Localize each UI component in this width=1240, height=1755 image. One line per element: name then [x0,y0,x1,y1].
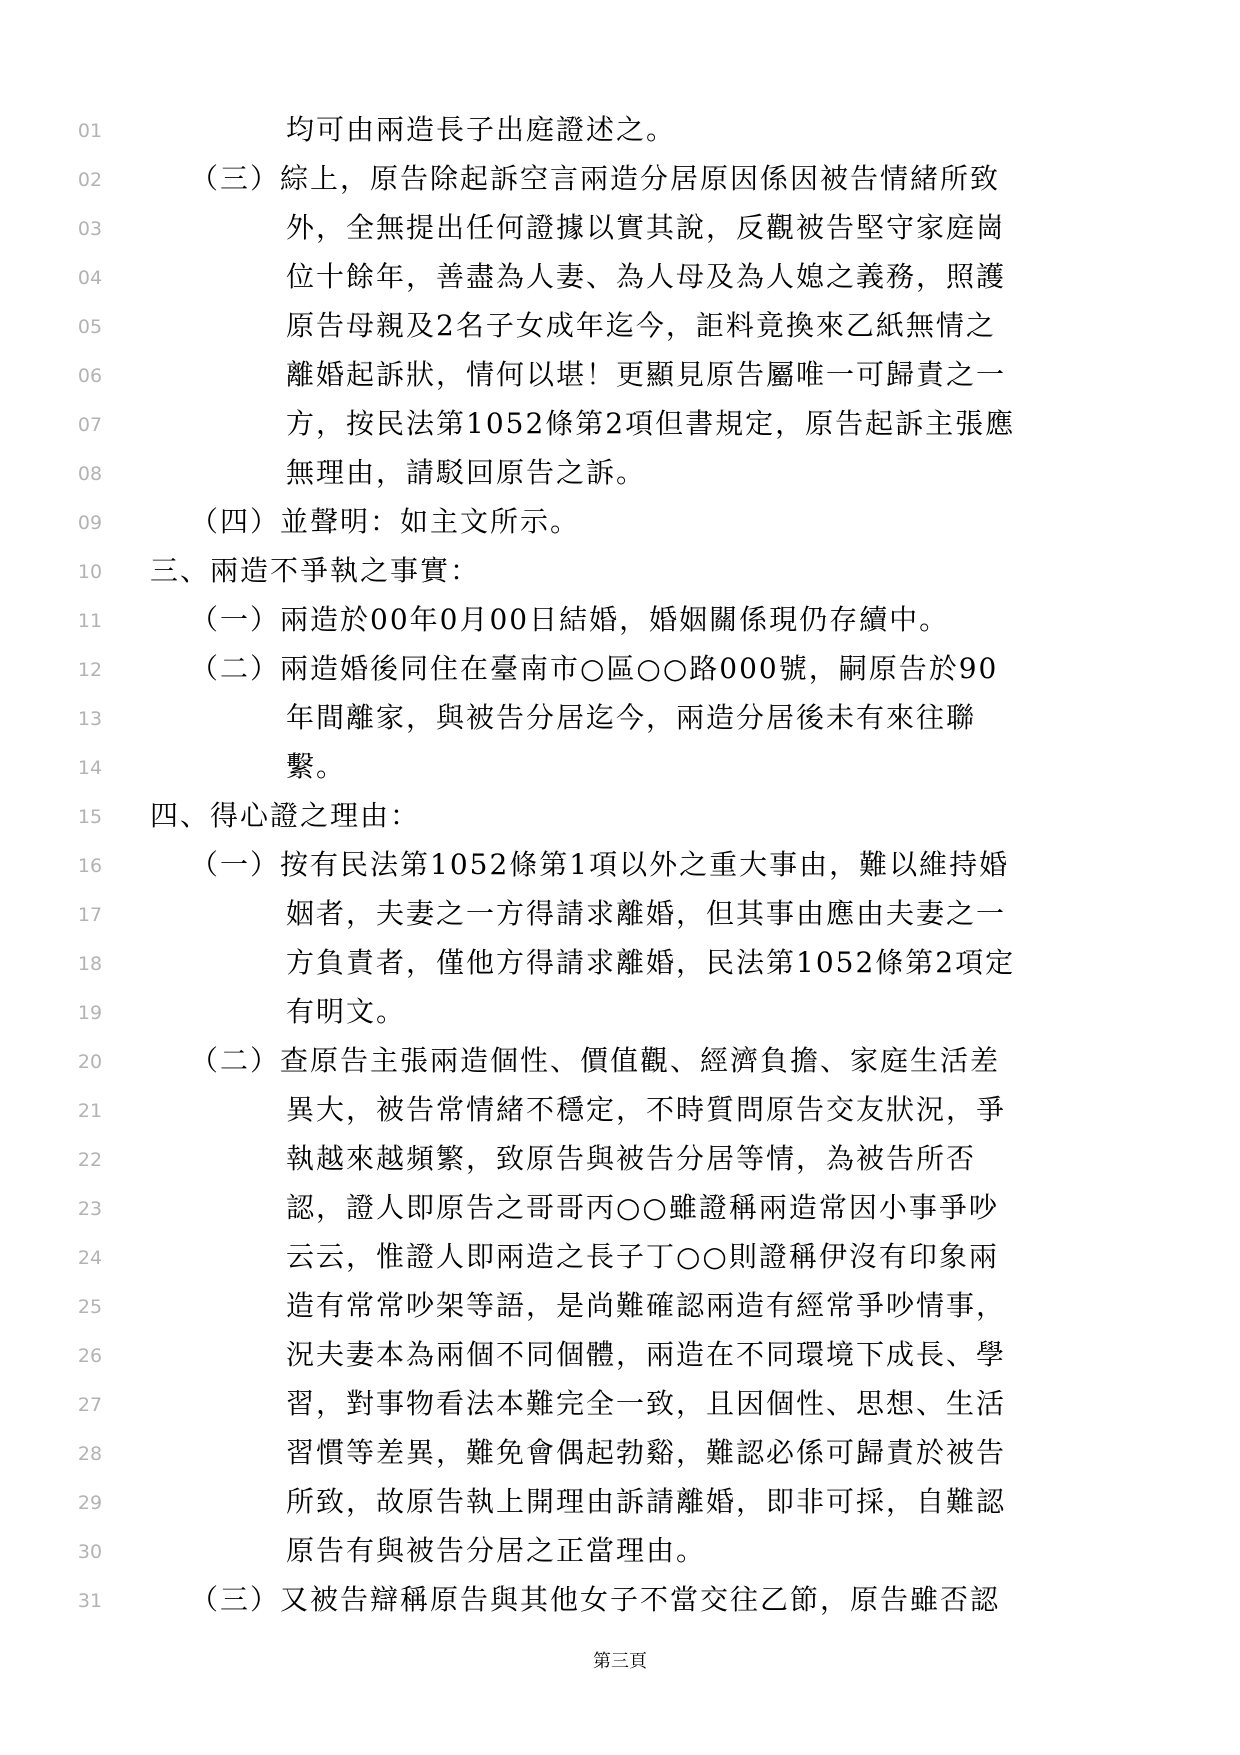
line-text: 離婚起訴狀，情何以堪！更顯見原告屬唯一可歸責之一 [286,358,1007,391]
line-number: 21 [77,1100,103,1122]
line-number: 08 [77,463,103,485]
line-number: 27 [77,1394,103,1416]
page-footer: 第三頁 [593,1651,647,1672]
line-text: 四、得心證之理由： [150,799,421,832]
line-text: （三）綜上，原告除起訴空言兩造分居原因係因被告情緒所致 [190,162,1001,195]
line-text: 原告母親及2名子女成年迄今，詎料竟換來乙紙無情之 [286,309,996,342]
document-line [0,204,1240,252]
line-text: 執越來越頻繁，致原告與被告分居等情，為被告所否 [286,1142,977,1175]
line-number: 06 [77,365,103,387]
line-number: 28 [77,1443,103,1465]
line-number: 29 [77,1492,103,1514]
line-number: 24 [77,1247,103,1269]
line-number: 15 [77,806,103,828]
line-number: 12 [77,659,103,681]
document-line [0,596,1240,644]
line-number: 11 [77,610,103,632]
document-line [0,351,1240,399]
document-line [0,792,1240,840]
line-number: 18 [77,953,103,975]
line-text: 均可由兩造長子出庭證述之。 [286,113,677,146]
document-line [0,155,1240,203]
line-text: （三）又被告辯稱原告與其他女子不當交往乙節，原告雖否認 [190,1583,1001,1616]
line-text: 繫。 [286,750,347,783]
line-number: 17 [77,904,103,926]
document-line [0,449,1240,497]
line-text: 三、兩造不爭執之事實： [150,554,481,587]
document-line [0,498,1240,546]
line-text: 異大，被告常情緒不穩定，不時質問原告交友狀況，爭 [286,1093,1007,1126]
document-line [0,841,1240,889]
document-line [0,1380,1240,1428]
line-text: 云云，惟證人即兩造之長子丁○○則證稱伊沒有印象兩 [286,1240,999,1273]
document-line [0,1184,1240,1232]
document-line [0,1135,1240,1183]
document-line [0,1576,1240,1624]
document-line [0,939,1240,987]
line-text: 認，證人即原告之哥哥丙○○雖證稱兩造常因小事爭吵 [286,1191,999,1224]
line-number: 16 [77,855,103,877]
line-text: 造有常常吵架等語，是尚難確認兩造有經常爭吵情事， [286,1289,1007,1322]
document-line [0,1478,1240,1526]
line-text: 有明文。 [286,995,407,1028]
line-text: 外，全無提出任何證據以實其說，反觀被告堅守家庭崗 [286,211,1007,244]
document-line [0,743,1240,791]
document-line [0,1037,1240,1085]
line-text: （二）查原告主張兩造個性、價值觀、經濟負擔、家庭生活差 [190,1044,1001,1077]
line-text: 習慣等差異，難免會偶起勃谿，難認必係可歸責於被告 [286,1436,1007,1469]
document-line [0,400,1240,448]
line-number: 23 [77,1198,103,1220]
line-number: 03 [77,218,103,240]
document-line [0,253,1240,301]
line-text: （四）並聲明：如主文所示。 [190,505,581,538]
document-line [0,988,1240,1036]
line-number: 25 [77,1296,103,1318]
line-text: 所致，故原告執上開理由訴請離婚，即非可採，自難認 [286,1485,1007,1518]
line-number: 05 [77,316,103,338]
line-text: 姻者，夫妻之一方得請求離婚，但其事由應由夫妻之一 [286,897,1007,930]
document-line [0,1527,1240,1575]
document-line [0,106,1240,154]
document-line [0,1233,1240,1281]
line-text: 習，對事物看法本難完全一致，且因個性、思想、生活 [286,1387,1007,1420]
line-text: 原告有與被告分居之正當理由。 [286,1534,707,1567]
line-number: 20 [77,1051,103,1073]
line-text: 位十餘年，善盡為人妻、為人母及為人媳之義務，照護 [286,260,1007,293]
line-number: 31 [77,1590,103,1612]
line-text: 方負責者，僅他方得請求離婚，民法第1052條第2項定 [286,946,1016,979]
document-line [0,890,1240,938]
document-line [0,1086,1240,1134]
line-text: 無理由，請駁回原告之訴。 [286,456,647,489]
line-number: 07 [77,414,103,436]
line-number: 04 [77,267,103,289]
document-line [0,302,1240,350]
line-text: （一）兩造於00年0月00日結婚，婚姻關係現仍存續中。 [190,603,950,636]
line-number: 22 [77,1149,103,1171]
line-number: 19 [77,1002,103,1024]
document-line [0,1429,1240,1477]
line-number: 09 [77,512,103,534]
line-text: 年間離家，與被告分居迄今，兩造分居後未有來往聯 [286,701,977,734]
document-line [0,547,1240,595]
line-number: 30 [77,1541,103,1563]
document-line [0,694,1240,742]
line-text: 方，按民法第1052條第2項但書規定，原告起訴主張應 [286,407,1016,440]
line-number: 01 [77,120,103,142]
line-number: 26 [77,1345,103,1367]
line-number: 13 [77,708,103,730]
document-line [0,645,1240,693]
line-text: （一）按有民法第1052條第1項以外之重大事由，難以維持婚 [190,848,1010,881]
line-number: 14 [77,757,103,779]
line-text: （二）兩造婚後同住在臺南市○區○○路000號，嗣原告於90 [190,652,999,685]
document-line [0,1282,1240,1330]
document-line [0,1331,1240,1379]
line-number: 10 [77,561,103,583]
line-number: 02 [77,169,103,191]
line-text: 況夫妻本為兩個不同個體，兩造在不同環境下成長、學 [286,1338,1007,1371]
